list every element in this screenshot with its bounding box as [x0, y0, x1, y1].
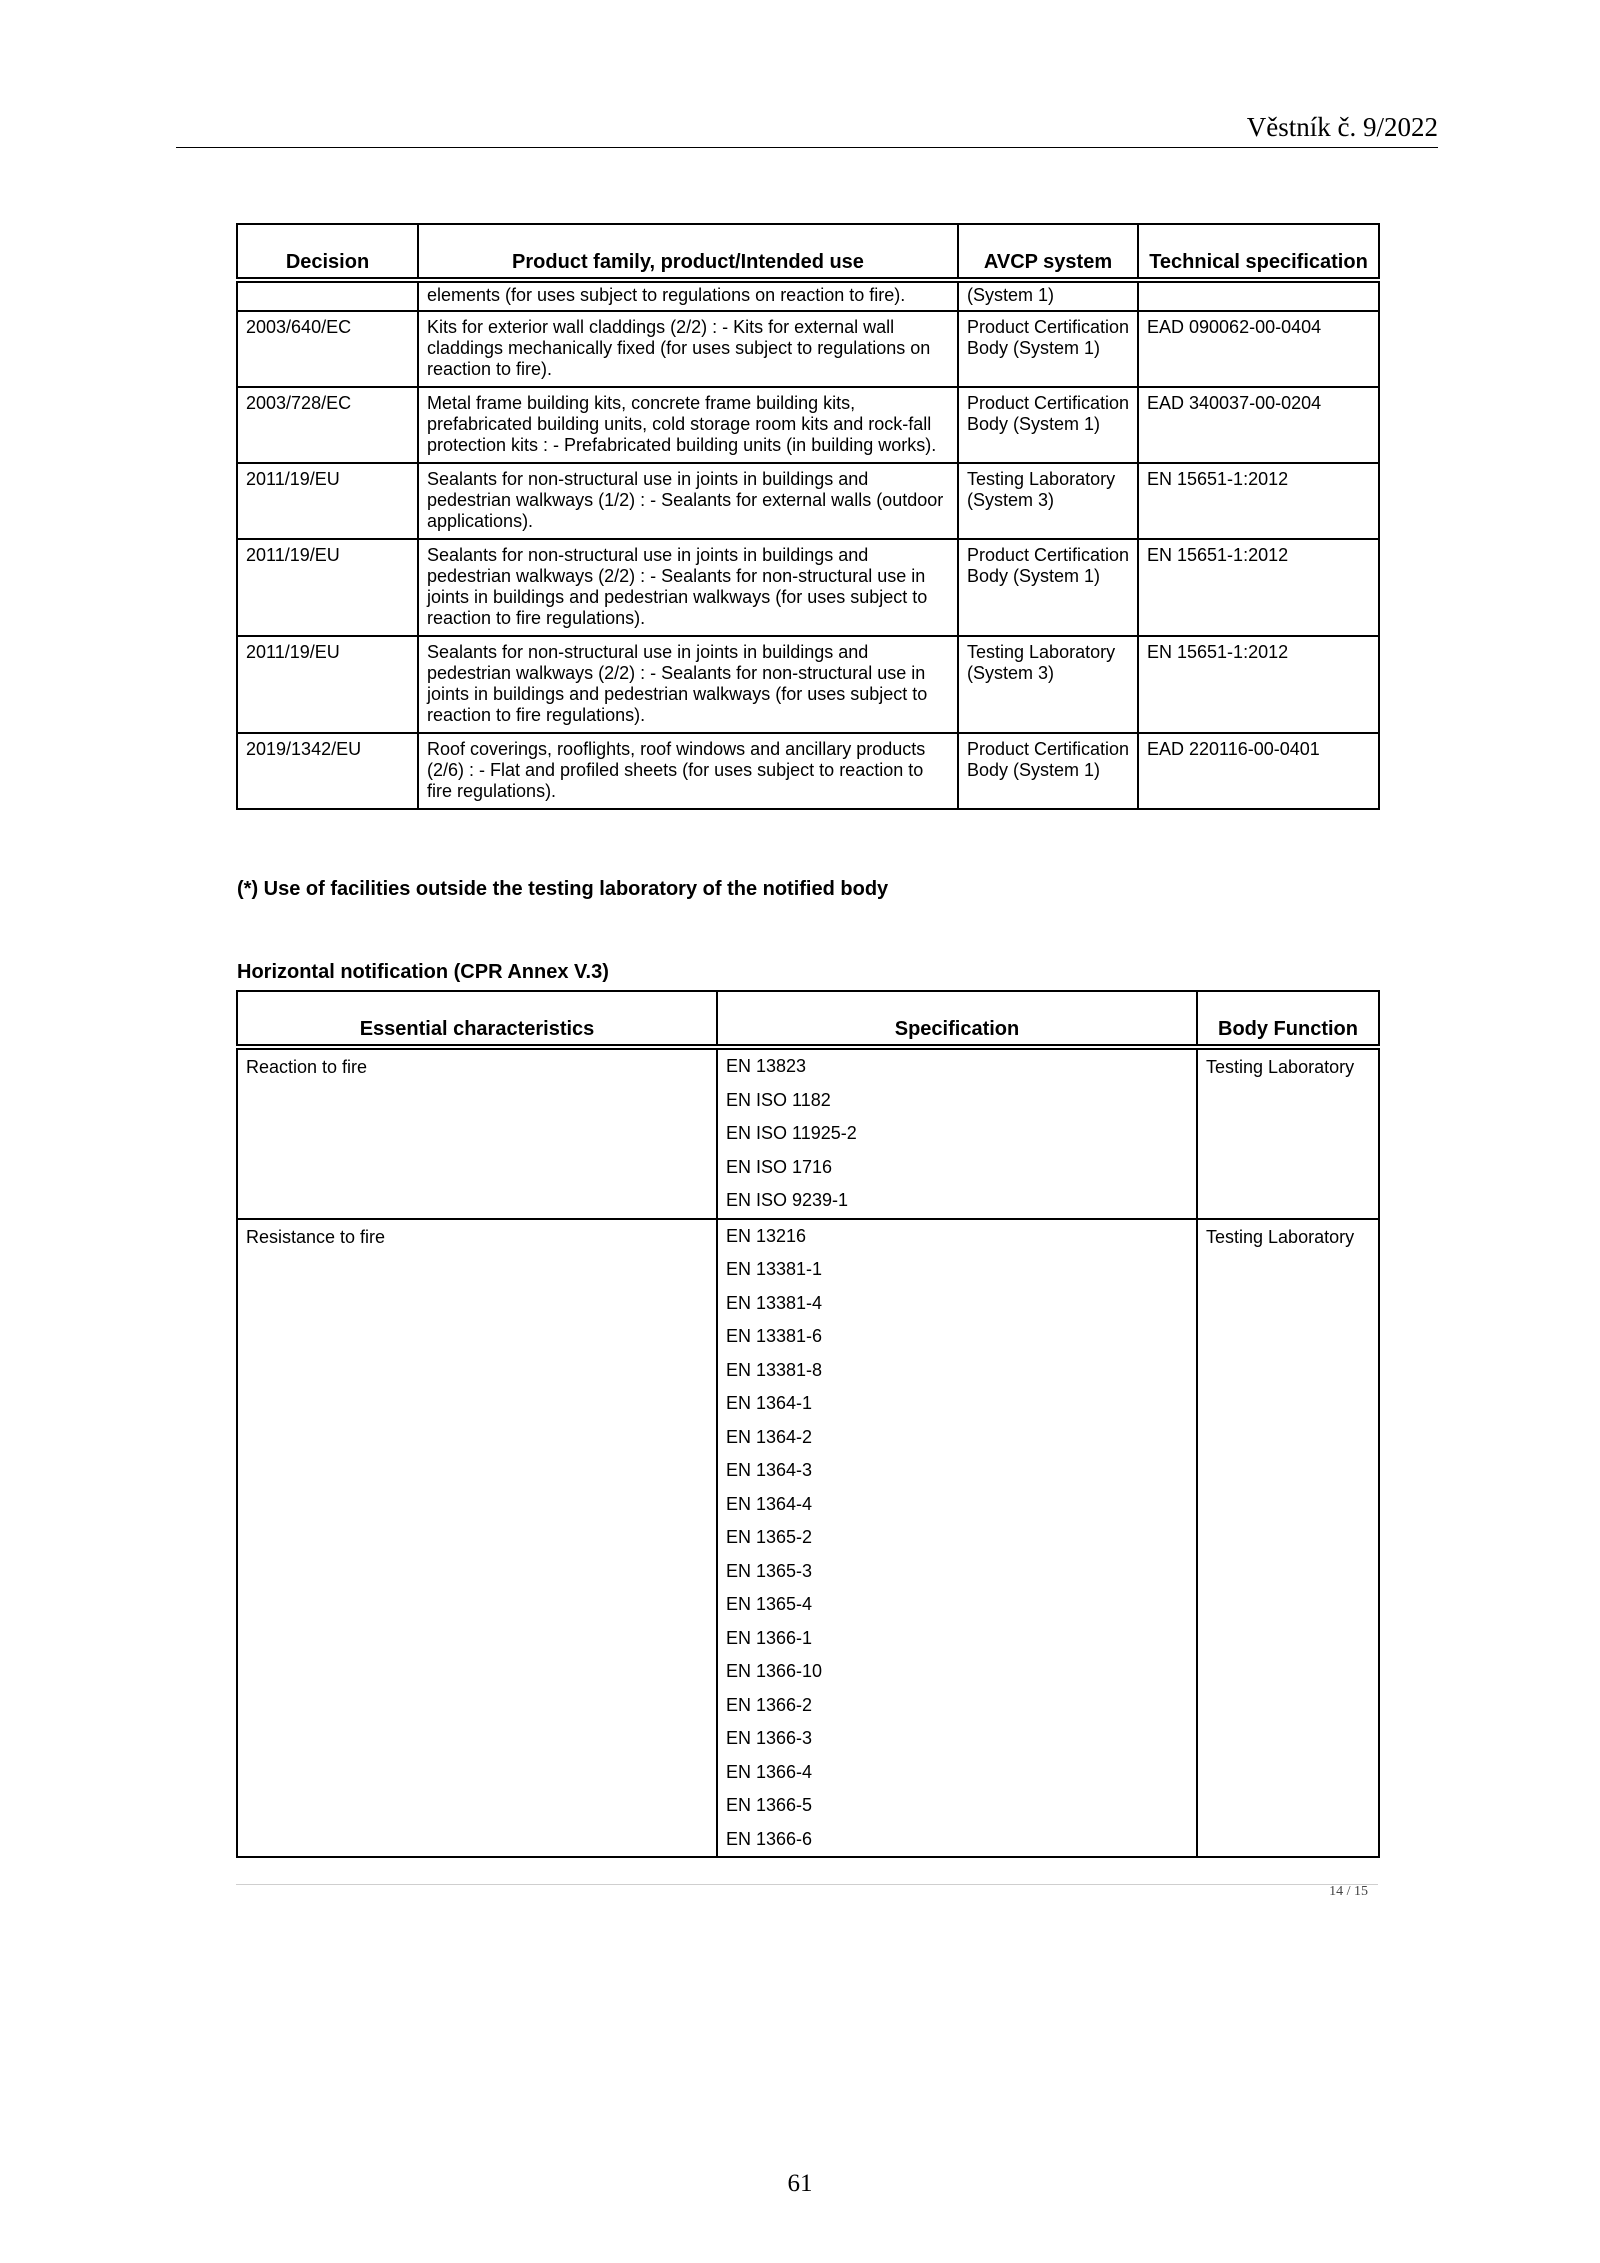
column-header-decision: Decision	[237, 224, 418, 280]
decision-cell: 2011/19/EU	[237, 539, 418, 636]
avcp-cell: Product Certification Body (System 1)	[958, 387, 1138, 463]
body-function-cell: Testing Laboratory	[1197, 1219, 1379, 1858]
table-row	[237, 733, 1379, 809]
specification-item: EN 1366-2	[726, 1694, 813, 1715]
technical-spec-cell: EAD 340037-00-0204	[1138, 387, 1379, 463]
specification-item: EN 1366-5	[726, 1795, 813, 1815]
column-header-specification: Specification	[717, 991, 1197, 1047]
specification-item: EN 1366-10	[726, 1661, 823, 1681]
characteristic-cell: Resistance to fire	[237, 1219, 717, 1858]
product-cell: Sealants for non-structural use in joints in buildings and pedestrian walkways (2/2) : - Sealants for non-structural use in joints in buildings and pedestrian walkways (for uses subject to reaction to fire regulations).	[418, 636, 958, 733]
page-number: 61	[787, 2170, 813, 2197]
specification-item: EN ISO 9239-1	[726, 1190, 849, 1210]
specification-cell	[717, 1219, 1197, 1858]
avcp-cell: Product Certification Body (System 1)	[958, 311, 1138, 387]
specification-item: EN 1365-2	[726, 1527, 813, 1547]
table-row	[237, 311, 1379, 387]
avcp-cell: Testing Laboratory (System 3)	[958, 636, 1138, 733]
decisions-header-row	[237, 224, 1379, 280]
product-cell: Sealants for non-structural use in joints in buildings and pedestrian walkways (2/2) : - Sealants for non-structural use in joints in buildings and pedestrian walkways (for uses subject to reaction to fire regulations).	[418, 539, 958, 636]
specification-item: EN 1365-4	[726, 1594, 813, 1614]
decision-cell	[237, 280, 418, 311]
specification-item: EN 1364-1	[726, 1393, 813, 1413]
column-header-technical-spec: Technical specification	[1138, 224, 1379, 280]
avcp-cell: Testing Laboratory (System 3)	[958, 463, 1138, 539]
specification-item: EN 13381-1	[726, 1259, 823, 1279]
product-cell: elements (for uses subject to regulations on reaction to fire).	[418, 280, 958, 311]
table-row	[237, 1219, 1379, 1858]
decision-cell: 2011/19/EU	[237, 463, 418, 539]
horizontal-notification-table	[236, 990, 1380, 1858]
product-cell: Metal frame building kits, concrete frame building kits, prefabricated building units, cold storage room kits and rock-fall protection kits : - Prefabricated building units (in building works).	[418, 387, 958, 463]
avcp-cell: Product Certification Body (System 1)	[958, 733, 1138, 809]
specification-item: EN 1366-6	[726, 1828, 813, 1849]
specification-item: EN 1364-2	[726, 1426, 813, 1447]
table-row	[237, 463, 1379, 539]
footer-rule	[236, 1884, 1378, 1885]
product-cell: Roof coverings, rooflights, roof windows and ancillary products (2/6) : - Flat and profiled sheets (for uses subject to reaction to fire regulations).	[418, 733, 958, 809]
body-function-cell: Testing Laboratory	[1197, 1047, 1379, 1219]
specification-item: EN ISO 1716	[726, 1156, 833, 1177]
specification-item: EN 1366-1	[726, 1627, 813, 1648]
specification-item: EN 1364-3	[726, 1460, 813, 1480]
decisions-table	[236, 223, 1380, 810]
decision-cell: 2019/1342/EU	[237, 733, 418, 809]
specification-item: EN 13216	[726, 1225, 807, 1246]
specification-item: EN 13381-6	[726, 1326, 823, 1346]
specification-item: EN ISO 1182	[726, 1089, 831, 1110]
table-row	[237, 636, 1379, 733]
specification-item: EN ISO 11925-2	[726, 1123, 857, 1143]
decision-cell: 2003/640/EC	[237, 311, 418, 387]
footnote: (*) Use of facilities outside the testing laboratory of the notified body	[237, 878, 889, 900]
column-header-avcp: AVCP system	[958, 224, 1138, 280]
decision-cell: 2003/728/EC	[237, 387, 418, 463]
column-header-essential-characteristics: Essential characteristics	[237, 991, 717, 1047]
horizontal-header-row	[237, 991, 1379, 1047]
technical-spec-cell: EN 15651-1:2012	[1138, 539, 1379, 636]
technical-spec-cell: EAD 090062-00-0404	[1138, 311, 1379, 387]
specification-item: EN 13823	[726, 1056, 807, 1076]
horizontal-notification-title: Horizontal notification (CPR Annex V.3)	[237, 961, 609, 983]
product-cell: Kits for exterior wall claddings (2/2) : - Kits for external wall claddings mechanically fixed (for uses subject to regulations on reaction to fire).	[418, 311, 958, 387]
technical-spec-cell	[1138, 280, 1379, 311]
specification-item: EN 13381-4	[726, 1292, 823, 1313]
product-cell: Sealants for non-structural use in joints in buildings and pedestrian walkways (1/2) : - Sealants for external walls (outdoor applications).	[418, 463, 958, 539]
journal-title: Věstník č. 9/2022	[1246, 112, 1438, 142]
column-header-body-function: Body Function	[1197, 991, 1379, 1047]
technical-spec-cell: EN 15651-1:2012	[1138, 463, 1379, 539]
header-rule	[176, 147, 1438, 148]
specification-cell	[717, 1047, 1197, 1219]
table-row	[237, 539, 1379, 636]
page-count: 14 / 15	[1329, 1884, 1368, 1899]
avcp-cell: Product Certification Body (System 1)	[958, 539, 1138, 636]
technical-spec-cell: EAD 220116-00-0401	[1138, 733, 1379, 809]
specification-item: EN 13381-8	[726, 1359, 823, 1380]
table-row	[237, 387, 1379, 463]
column-header-product: Product family, product/Intended use	[418, 224, 958, 280]
table-row	[237, 280, 1379, 311]
decision-cell: 2011/19/EU	[237, 636, 418, 733]
specification-item: EN 1366-4	[726, 1761, 813, 1782]
specification-item: EN 1364-4	[726, 1493, 813, 1514]
table-row	[237, 1047, 1379, 1219]
specification-item: EN 1365-3	[726, 1560, 813, 1581]
avcp-cell: (System 1)	[958, 280, 1138, 311]
technical-spec-cell: EN 15651-1:2012	[1138, 636, 1379, 733]
characteristic-cell: Reaction to fire	[237, 1047, 717, 1219]
specification-item: EN 1366-3	[726, 1728, 813, 1748]
